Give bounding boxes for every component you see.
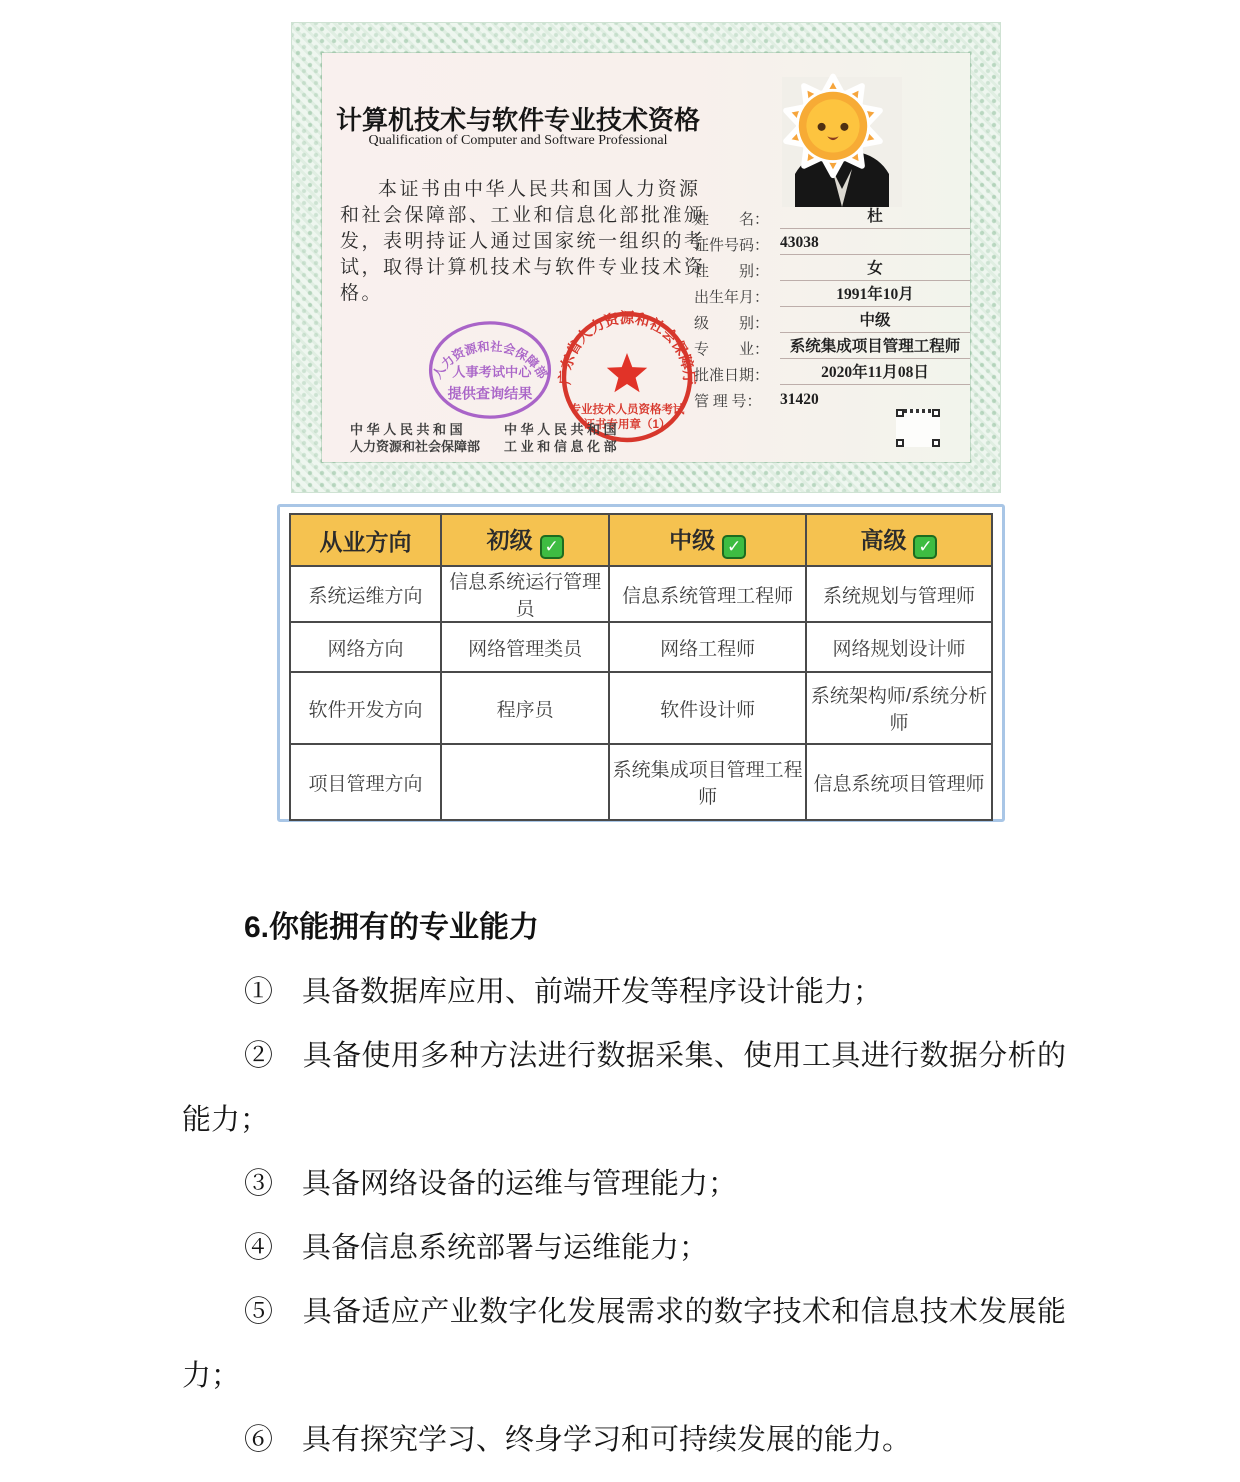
career-table-cell: 信息系统项目管理师 [806, 744, 992, 820]
career-table-header-cell [441, 514, 609, 566]
career-table [289, 513, 993, 821]
career-table-header-row [290, 514, 992, 566]
career-table-cell: 系统运维方向 [290, 566, 441, 622]
cert-field-value: 1991年10月 [780, 284, 970, 307]
career-table-header-label: 初级 [486, 526, 533, 553]
career-table-cell: 信息系统运行管理员 [441, 566, 609, 622]
issuer-left-line1: 中 华 人 民 共 和 国 [350, 422, 463, 437]
certificate-body-line: 试，取得计算机技术与软件专业技术资 [340, 257, 706, 278]
career-table-header-label: 从业方向 [319, 528, 412, 555]
cert-field-label: 性 别： [694, 264, 770, 280]
cert-field [694, 281, 970, 307]
career-table-header-cell [290, 514, 441, 566]
career-table-cell: 项目管理方向 [290, 744, 441, 820]
career-table-cell: 网络工程师 [609, 622, 806, 672]
cert-field-value: 43038 [780, 232, 970, 255]
career-table-cell: 信息系统管理工程师 [609, 566, 806, 622]
cert-field-label: 姓 名： [694, 212, 770, 228]
certificate-image [292, 23, 1000, 492]
check-icon: ✓ [913, 535, 937, 559]
cert-field-value: 中级 [780, 310, 970, 333]
career-table-cell: 网络规划设计师 [806, 622, 992, 672]
issuer-right-line1: 中 华 人 民 共 和 国 [504, 422, 617, 437]
issuer-right-line2: 工 业 和 信 息 化 部 [504, 439, 617, 454]
red-seal-line2: 证书专用章（1） [583, 419, 671, 431]
career-table-cell: 系统架构师/系统分析师 [806, 672, 992, 744]
career-table-row [290, 622, 992, 672]
ability-item: ④ 具备信息系统部署与运维能力； [244, 1232, 709, 1264]
cert-field [694, 255, 970, 281]
ability-item: ⑥ 具有探究学习、终身学习和可持续发展的能力。 [244, 1424, 912, 1456]
cert-field-label: 出生年月： [694, 290, 770, 306]
career-table-cell: 网络管理类员 [441, 622, 609, 672]
issuer-right [504, 421, 617, 455]
cert-field-value: 2020年11月08日 [780, 362, 970, 385]
check-icon: ✓ [540, 535, 564, 559]
ability-list [182, 960, 1066, 1472]
career-table-cell: 软件开发方向 [290, 672, 441, 744]
career-table-frame [277, 504, 1005, 822]
cert-field [694, 333, 970, 359]
cert-fields [694, 203, 970, 411]
career-table-cell: 系统集成项目管理工程师 [609, 744, 806, 820]
ability-item: ② 具备使用多种方法进行数据采集、使用工具进行数据分析的能力； [182, 1040, 1066, 1136]
career-table-cell: 系统规划与管理师 [806, 566, 992, 622]
certificate-subtitle: Qualification of Computer and Software Professional [368, 133, 668, 148]
id-photo [782, 77, 902, 207]
issuer-left-line2: 人力资源和社会保障部 [350, 439, 481, 454]
cert-field-value: 女 [780, 258, 970, 281]
sun-emoji-icon [776, 67, 890, 181]
section-heading: 6.你能拥有的专业能力 [244, 911, 540, 944]
certificate-body-text [340, 177, 732, 307]
career-table-cell: 软件设计师 [609, 672, 806, 744]
career-table-header-label: 中级 [669, 526, 716, 553]
cert-field-label: 专 业： [694, 342, 770, 358]
issuer-left [350, 421, 480, 455]
career-table-cell: 程序员 [441, 672, 609, 744]
certificate-body-line: 格。 [340, 283, 384, 304]
certificate-body-line: 发，表明持证人通过国家统一组织的考 [340, 231, 706, 252]
purple-seal-icon [424, 317, 556, 423]
career-table-row [290, 566, 992, 622]
career-table-header-cell [806, 514, 992, 566]
career-table-row [290, 744, 992, 820]
qr-code [896, 409, 940, 447]
red-seal-arc-text: 广东省人力资源和社会保障厅 [557, 311, 697, 386]
career-table-cell: 网络方向 [290, 622, 441, 672]
cert-field-label: 证件号码： [694, 238, 770, 254]
red-seal-line1: 专业技术人员资格考试 [569, 404, 685, 416]
cert-field-label: 级 别： [694, 316, 770, 332]
cert-field-value: 31420 [780, 391, 819, 408]
cert-field [694, 359, 970, 385]
cert-field-label: 批准日期： [694, 368, 770, 384]
career-table-header-label: 高级 [860, 526, 907, 553]
cert-field-value: 系统集成项目管理工程师 [780, 336, 970, 359]
ability-item: ③ 具备网络设备的运维与管理能力； [244, 1168, 738, 1200]
cert-field-value: 杜 [780, 206, 970, 229]
purple-seal-center-text: 人事考试中心 [452, 364, 532, 380]
ability-item: ⑤ 具备适应产业数字化发展需求的数字技术和信息技术发展能力； [182, 1296, 1066, 1392]
cert-field [694, 307, 970, 333]
cert-field-label: 管 理 号： [694, 394, 762, 410]
abilities-section [182, 896, 1066, 1472]
cert-field [694, 203, 970, 229]
check-icon: ✓ [722, 535, 746, 559]
career-table-header-cell [609, 514, 806, 566]
cert-field [694, 385, 970, 411]
red-star-icon [607, 353, 647, 392]
certificate-body-line: 和社会保障部、工业和信息化部批准颁 [340, 205, 706, 226]
ability-item: ① 具备数据库应用、前端开发等程序设计能力； [244, 976, 883, 1008]
certificate-body-line: 本证书由中华人民共和国人力资源 [378, 179, 701, 200]
cert-field [694, 229, 970, 255]
career-table-row [290, 672, 992, 744]
career-table-cell [441, 744, 609, 820]
certificate-inner-panel [322, 53, 970, 462]
career-table-body [290, 566, 992, 820]
purple-seal-bottom-text: 提供查询结果 [447, 385, 533, 402]
certificate-title: 计算机技术与软件专业技术资格 [335, 106, 700, 135]
purple-seal-arc-text: 人力资源和社会保障部 [430, 339, 550, 382]
